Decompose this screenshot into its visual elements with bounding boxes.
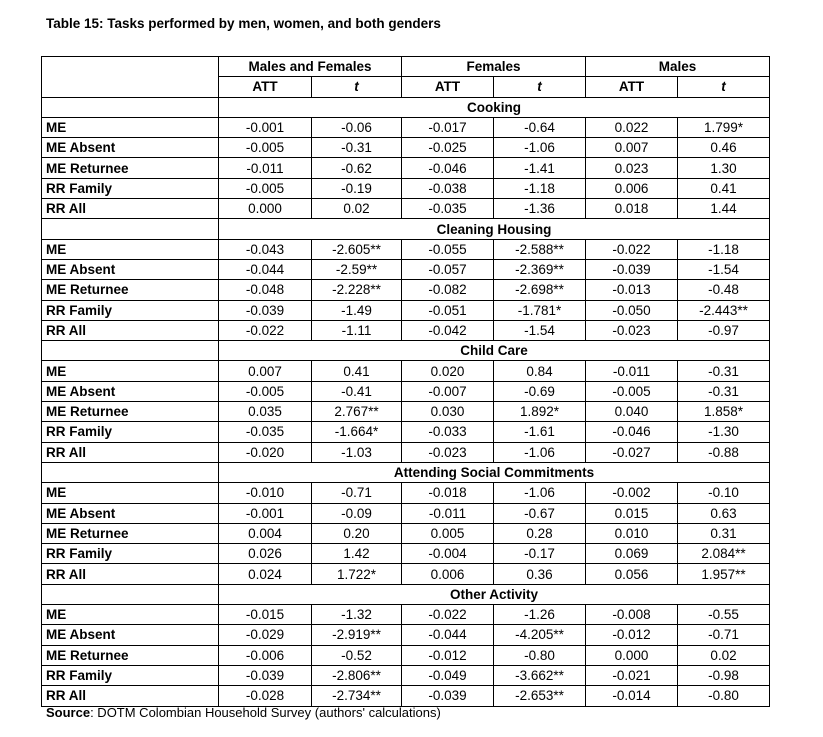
t-value-cell: 1.858* <box>678 402 770 422</box>
t-value-cell: -1.11 <box>312 320 402 340</box>
att-value-cell: -0.044 <box>219 259 312 279</box>
att-value-cell: 0.040 <box>586 402 678 422</box>
t-value-cell: -2.443** <box>678 300 770 320</box>
att-value-cell: 0.035 <box>219 402 312 422</box>
t-value-cell: -0.41 <box>312 381 402 401</box>
section-header-blank <box>42 462 219 482</box>
t-value-cell: 2.084** <box>678 544 770 564</box>
t-value-cell: 0.84 <box>494 361 586 381</box>
table-row <box>42 422 770 442</box>
t-value-cell: 0.28 <box>494 523 586 543</box>
row-label: ME Absent <box>42 259 219 279</box>
section-header-row <box>42 584 770 604</box>
att-value-cell: -0.012 <box>586 625 678 645</box>
t-value-cell: -1.06 <box>494 483 586 503</box>
att-value-cell: -0.043 <box>219 239 312 259</box>
table-row <box>42 381 770 401</box>
t-value-cell: 1.799* <box>678 117 770 137</box>
section-title: Attending Social Commitments <box>219 462 770 482</box>
t-value-cell: -0.97 <box>678 320 770 340</box>
section-title: Child Care <box>219 341 770 361</box>
col-att-females: ATT <box>402 77 494 97</box>
att-value-cell: 0.015 <box>586 503 678 523</box>
att-value-cell: -0.004 <box>402 544 494 564</box>
att-value-cell: -0.001 <box>219 503 312 523</box>
t-value-cell: 0.31 <box>678 523 770 543</box>
att-value-cell: 0.069 <box>586 544 678 564</box>
att-value-cell: 0.056 <box>586 564 678 584</box>
table-row <box>42 158 770 178</box>
row-label: ME Absent <box>42 625 219 645</box>
att-value-cell: -0.023 <box>586 320 678 340</box>
t-value-cell: 0.41 <box>678 178 770 198</box>
table-row <box>42 665 770 685</box>
source-label: Source <box>46 705 91 720</box>
att-value-cell: 0.023 <box>586 158 678 178</box>
row-label: RR All <box>42 564 219 584</box>
t-value-cell: -1.06 <box>494 442 586 462</box>
att-value-cell: 0.030 <box>402 402 494 422</box>
t-value-cell: -1.36 <box>494 199 586 219</box>
t-value-cell: -0.17 <box>494 544 586 564</box>
table-row <box>42 138 770 158</box>
source-note <box>46 705 441 720</box>
t-value-cell: 1.722* <box>312 564 402 584</box>
table-row <box>42 300 770 320</box>
t-value-cell: -1.18 <box>678 239 770 259</box>
att-value-cell: 0.022 <box>586 117 678 137</box>
att-value-cell: 0.024 <box>219 564 312 584</box>
t-value-cell: 0.20 <box>312 523 402 543</box>
table-row <box>42 564 770 584</box>
t-value-cell: -0.67 <box>494 503 586 523</box>
col-t-males: t <box>678 77 770 97</box>
t-value-cell: -0.71 <box>312 483 402 503</box>
table-row <box>42 442 770 462</box>
att-value-cell: -0.051 <box>402 300 494 320</box>
row-label: ME Absent <box>42 503 219 523</box>
t-value-cell: -1.49 <box>312 300 402 320</box>
t-value-cell: -2.734** <box>312 686 402 706</box>
t-value-cell: 1.892* <box>494 402 586 422</box>
att-value-cell: -0.022 <box>219 320 312 340</box>
corner-cell <box>42 57 219 77</box>
table-row <box>42 280 770 300</box>
t-value-cell: -0.48 <box>678 280 770 300</box>
section-title: Cleaning Housing <box>219 219 770 239</box>
row-label: RR Family <box>42 300 219 320</box>
t-value-cell: -1.18 <box>494 178 586 198</box>
section-header-blank <box>42 584 219 604</box>
t-value-cell: 2.767** <box>312 402 402 422</box>
row-label: ME <box>42 361 219 381</box>
att-value-cell: -0.021 <box>586 665 678 685</box>
t-value-cell: 0.02 <box>678 645 770 665</box>
att-value-cell: -0.046 <box>402 158 494 178</box>
row-label: ME Returnee <box>42 158 219 178</box>
t-value-cell: -0.52 <box>312 645 402 665</box>
att-value-cell: -0.005 <box>586 381 678 401</box>
att-value-cell: -0.039 <box>219 300 312 320</box>
att-value-cell: 0.018 <box>586 199 678 219</box>
table-row <box>42 117 770 137</box>
att-value-cell: -0.001 <box>219 117 312 137</box>
table-row <box>42 625 770 645</box>
table-row <box>42 178 770 198</box>
section-title: Cooking <box>219 97 770 117</box>
att-value-cell: 0.000 <box>586 645 678 665</box>
att-value-cell: -0.020 <box>219 442 312 462</box>
att-value-cell: -0.014 <box>586 686 678 706</box>
att-value-cell: -0.033 <box>402 422 494 442</box>
att-value-cell: -0.011 <box>586 361 678 381</box>
t-value-cell: -0.64 <box>494 117 586 137</box>
att-value-cell: -0.039 <box>402 686 494 706</box>
att-value-cell: -0.027 <box>586 442 678 462</box>
att-value-cell: -0.006 <box>219 645 312 665</box>
t-value-cell: 1.30 <box>678 158 770 178</box>
t-value-cell: -1.61 <box>494 422 586 442</box>
t-value-cell: -0.98 <box>678 665 770 685</box>
col-att-both: ATT <box>219 77 312 97</box>
row-label: RR Family <box>42 422 219 442</box>
table-row <box>42 605 770 625</box>
row-label: ME <box>42 483 219 503</box>
att-value-cell: -0.039 <box>586 259 678 279</box>
att-value-cell: 0.020 <box>402 361 494 381</box>
group-header-females: Females <box>402 57 586 77</box>
row-label: RR Family <box>42 178 219 198</box>
att-value-cell: 0.026 <box>219 544 312 564</box>
att-value-cell: -0.005 <box>219 381 312 401</box>
t-value-cell: 0.02 <box>312 199 402 219</box>
t-value-cell: -2.59** <box>312 259 402 279</box>
att-value-cell: -0.035 <box>219 422 312 442</box>
att-value-cell: -0.022 <box>586 239 678 259</box>
table-row <box>42 503 770 523</box>
t-value-cell: -0.71 <box>678 625 770 645</box>
att-value-cell: -0.018 <box>402 483 494 503</box>
att-value-cell: -0.050 <box>586 300 678 320</box>
att-value-cell: 0.005 <box>402 523 494 543</box>
row-label: ME Absent <box>42 138 219 158</box>
att-value-cell: -0.002 <box>586 483 678 503</box>
att-value-cell: -0.046 <box>586 422 678 442</box>
att-value-cell: -0.035 <box>402 199 494 219</box>
table-row <box>42 645 770 665</box>
t-value-cell: -1.06 <box>494 138 586 158</box>
table-row <box>42 361 770 381</box>
att-value-cell: -0.005 <box>219 138 312 158</box>
att-value-cell: 0.006 <box>586 178 678 198</box>
t-value-cell: -1.54 <box>678 259 770 279</box>
t-value-cell: -0.31 <box>678 381 770 401</box>
group-header-males: Males <box>586 57 770 77</box>
table-row <box>42 686 770 706</box>
t-value-cell: -2.698** <box>494 280 586 300</box>
t-value-cell: -2.919** <box>312 625 402 645</box>
t-value-cell: -1.26 <box>494 605 586 625</box>
row-label: RR All <box>42 442 219 462</box>
att-value-cell: -0.011 <box>219 158 312 178</box>
table-row <box>42 320 770 340</box>
att-value-cell: 0.010 <box>586 523 678 543</box>
t-value-cell: -0.80 <box>678 686 770 706</box>
section-header-row <box>42 341 770 361</box>
table-row <box>42 199 770 219</box>
table-row <box>42 402 770 422</box>
row-label: ME <box>42 117 219 137</box>
t-value-cell: -0.69 <box>494 381 586 401</box>
row-label: ME Absent <box>42 381 219 401</box>
t-value-cell: -1.781* <box>494 300 586 320</box>
att-value-cell: -0.011 <box>402 503 494 523</box>
table-body <box>42 57 770 707</box>
t-value-cell: 0.36 <box>494 564 586 584</box>
att-value-cell: 0.004 <box>219 523 312 543</box>
att-value-cell: -0.007 <box>402 381 494 401</box>
group-header-row <box>42 57 770 77</box>
t-value-cell: -0.80 <box>494 645 586 665</box>
col-att-males: ATT <box>586 77 678 97</box>
table-row <box>42 259 770 279</box>
t-value-cell: -0.31 <box>678 361 770 381</box>
t-value-cell: -1.54 <box>494 320 586 340</box>
t-value-cell: 1.957** <box>678 564 770 584</box>
t-value-cell: -0.55 <box>678 605 770 625</box>
t-value-cell: 1.44 <box>678 199 770 219</box>
t-value-cell: 0.46 <box>678 138 770 158</box>
corner-cell <box>42 77 219 97</box>
t-value-cell: -2.588** <box>494 239 586 259</box>
att-value-cell: -0.038 <box>402 178 494 198</box>
row-label: RR All <box>42 686 219 706</box>
t-value-cell: -1.03 <box>312 442 402 462</box>
row-label: RR All <box>42 320 219 340</box>
att-value-cell: 0.007 <box>586 138 678 158</box>
section-header-row <box>42 462 770 482</box>
att-value-cell: -0.005 <box>219 178 312 198</box>
att-value-cell: -0.049 <box>402 665 494 685</box>
row-label: RR All <box>42 199 219 219</box>
att-value-cell: -0.055 <box>402 239 494 259</box>
results-table <box>41 56 770 707</box>
group-header-both: Males and Females <box>219 57 402 77</box>
row-label: ME <box>42 605 219 625</box>
t-value-cell: -0.88 <box>678 442 770 462</box>
att-value-cell: -0.028 <box>219 686 312 706</box>
row-label: ME Returnee <box>42 523 219 543</box>
att-value-cell: -0.022 <box>402 605 494 625</box>
column-header-row <box>42 77 770 97</box>
t-value-cell: -1.664* <box>312 422 402 442</box>
t-value-cell: -0.09 <box>312 503 402 523</box>
row-label: ME Returnee <box>42 280 219 300</box>
att-value-cell: 0.007 <box>219 361 312 381</box>
t-value-cell: -2.806** <box>312 665 402 685</box>
row-label: RR Family <box>42 665 219 685</box>
t-value-cell: -0.06 <box>312 117 402 137</box>
row-label: ME <box>42 239 219 259</box>
t-value-cell: -1.41 <box>494 158 586 178</box>
t-value-cell: -4.205** <box>494 625 586 645</box>
att-value-cell: -0.017 <box>402 117 494 137</box>
t-value-cell: -2.228** <box>312 280 402 300</box>
table-row <box>42 483 770 503</box>
att-value-cell: -0.057 <box>402 259 494 279</box>
row-label: ME Returnee <box>42 402 219 422</box>
att-value-cell: 0.006 <box>402 564 494 584</box>
table-title: Table 15: Tasks performed by men, women, and both genders <box>46 16 441 31</box>
t-value-cell: -0.10 <box>678 483 770 503</box>
att-value-cell: -0.042 <box>402 320 494 340</box>
att-value-cell: -0.029 <box>219 625 312 645</box>
section-header-row <box>42 219 770 239</box>
section-header-blank <box>42 341 219 361</box>
t-value-cell: -2.369** <box>494 259 586 279</box>
col-t-females: t <box>494 77 586 97</box>
att-value-cell: -0.015 <box>219 605 312 625</box>
t-value-cell: 0.63 <box>678 503 770 523</box>
section-header-blank <box>42 97 219 117</box>
t-value-cell: 1.42 <box>312 544 402 564</box>
t-value-cell: -1.30 <box>678 422 770 442</box>
att-value-cell: -0.013 <box>586 280 678 300</box>
att-value-cell: -0.044 <box>402 625 494 645</box>
att-value-cell: -0.025 <box>402 138 494 158</box>
t-value-cell: -1.32 <box>312 605 402 625</box>
att-value-cell: 0.000 <box>219 199 312 219</box>
row-label: ME Returnee <box>42 645 219 665</box>
t-value-cell: -0.31 <box>312 138 402 158</box>
section-title: Other Activity <box>219 584 770 604</box>
att-value-cell: -0.012 <box>402 645 494 665</box>
section-header-row <box>42 97 770 117</box>
t-value-cell: -2.653** <box>494 686 586 706</box>
t-value-cell: -3.662** <box>494 665 586 685</box>
row-label: RR Family <box>42 544 219 564</box>
table-row <box>42 544 770 564</box>
t-value-cell: -0.62 <box>312 158 402 178</box>
att-value-cell: -0.010 <box>219 483 312 503</box>
att-value-cell: -0.082 <box>402 280 494 300</box>
col-t-both: t <box>312 77 402 97</box>
table-row <box>42 523 770 543</box>
att-value-cell: -0.008 <box>586 605 678 625</box>
t-value-cell: -2.605** <box>312 239 402 259</box>
section-header-blank <box>42 219 219 239</box>
t-value-cell: 0.41 <box>312 361 402 381</box>
table-row <box>42 239 770 259</box>
att-value-cell: -0.039 <box>219 665 312 685</box>
source-text: : DOTM Colombian Household Survey (authors' calculations) <box>90 705 441 720</box>
att-value-cell: -0.023 <box>402 442 494 462</box>
t-value-cell: -0.19 <box>312 178 402 198</box>
att-value-cell: -0.048 <box>219 280 312 300</box>
